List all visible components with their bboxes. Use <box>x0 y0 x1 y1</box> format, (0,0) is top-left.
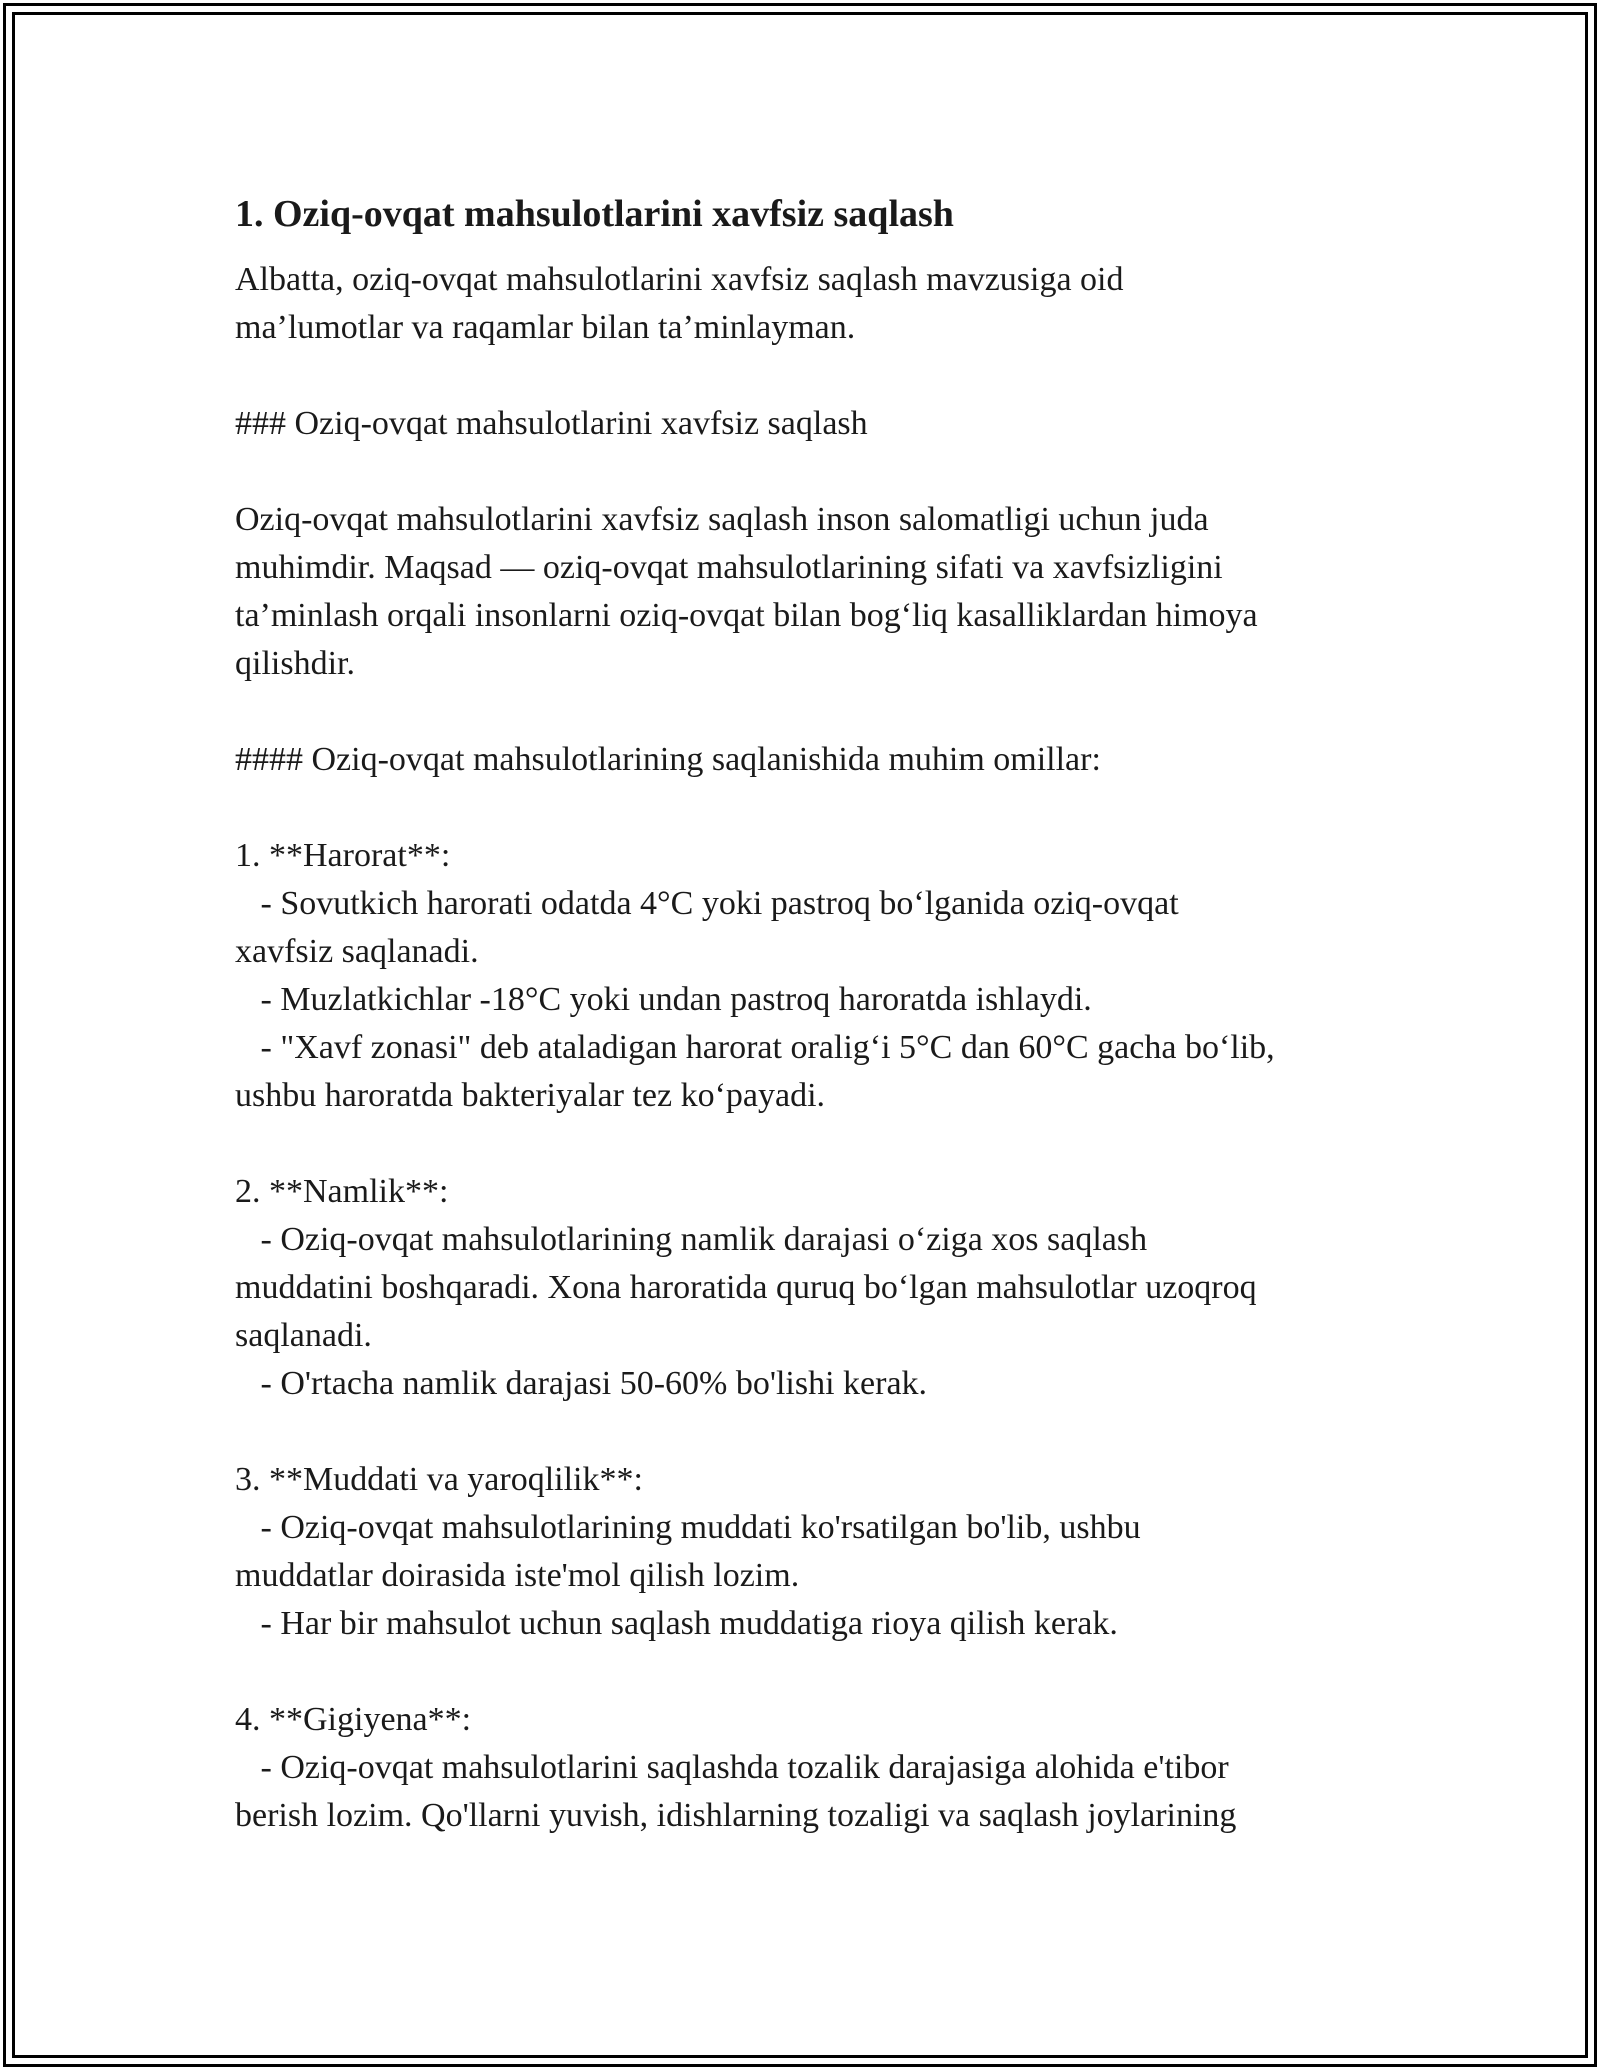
paragraph-purpose: Oziq-ovqat mahsulotlarini xavfsiz saqlash inson salomatligi uchun juda muhimdir. Maqsad — oziq-ovqat mahsulotlarining sifati va xavfsizligini ta’minlash orqali insonlarni oziq-ovqat bilan bog‘liq kasalliklardan himoya qilishdir. <box>235 501 1258 682</box>
list-item-temperature: 1. **Harorat**: - Sovutkich harorati odatda 4°C yoki pastroq bo‘lganida oziq-ovqat xavfsiz saqlanadi. - Muzlatkichlar -18°C yoki undan pastroq haroratda ishlaydi. - "Xavf zonasi" deb ataladigan harorat oralig‘i 5°C dan 60°C gacha bo‘lib, ushbu haroratda bakteriyalar tez ko‘payadi. <box>235 837 1275 1114</box>
spacer <box>235 1408 1385 1456</box>
subsection-heading: #### Oziq-ovqat mahsulotlarining saqlanishida muhim omillar: <box>235 741 1101 778</box>
list-item-expiry: 3. **Muddati va yaroqlilik**: - Oziq-ovqat mahsulotlarining muddati ko'rsatilgan bo'lib, ushbu muddatlar doirasida iste'mol qilish lozim. - Har bir mahsulot uchun saqlash muddatiga rioya qilish kerak. <box>235 1461 1141 1642</box>
spacer <box>235 1648 1385 1696</box>
spacer <box>235 688 1385 736</box>
document-body <box>235 180 1385 1840</box>
list-item-hygiene: 4. **Gigiyena**: - Oziq-ovqat mahsulotlarini saqlashda tozalik darajasiga alohida e'tibor berish lozim. Qo'llarni yuvish, idishlarning tozaligi va saqlash joylarining <box>235 1701 1237 1834</box>
list-item-humidity: 2. **Namlik**: - Oziq-ovqat mahsulotlarining namlik darajasi o‘ziga xos saqlash muddatini boshqaradi. Xona haroratida quruq bo‘lgan mahsulotlar uzoqroq saqlanadi. - O'rtacha namlik darajasi 50-60% bo'lishi kerak. <box>235 1173 1257 1402</box>
section-heading: ### Oziq-ovqat mahsulotlarini xavfsiz saqlash <box>235 405 868 442</box>
spacer <box>235 784 1385 832</box>
document-title: 1. Oziq-ovqat mahsulotlarini xavfsiz saqlash <box>235 193 954 235</box>
spacer <box>235 352 1385 400</box>
spacer <box>235 1120 1385 1168</box>
spacer <box>235 448 1385 496</box>
intro-paragraph: Albatta, oziq-ovqat mahsulotlarini xavfsiz saqlash mavzusiga oid ma’lumotlar va raqamlar bilan ta’minlayman. <box>235 261 1124 346</box>
